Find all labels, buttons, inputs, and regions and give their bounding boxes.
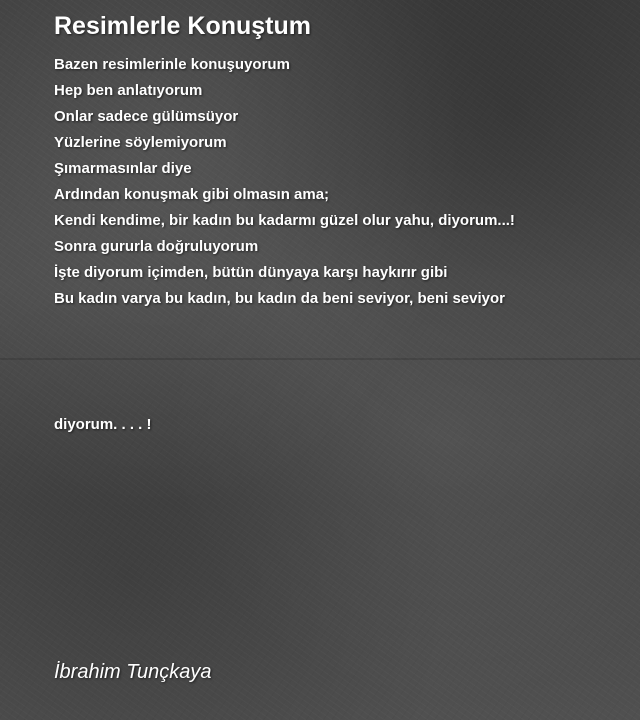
poem-line: Bazen resimlerinle konuşuyorum <box>54 56 290 73</box>
poem-line: Yüzlerine söylemiyorum <box>54 134 227 151</box>
poem-title: Resimlerle Konuştum <box>54 12 312 40</box>
poem-line: Hep ben anlatıyorum <box>54 82 203 99</box>
background-divider <box>0 358 640 360</box>
poem-line: İşte diyorum içimden, bütün dünyaya karşı haykırır gibi <box>54 264 448 281</box>
poem-body <box>54 52 515 312</box>
poem-line: Bu kadın varya bu kadın, bu kadın da beni seviyor, beni seviyor <box>54 290 505 307</box>
poem-continuation-line: diyorum. . . . ! <box>54 416 152 433</box>
poem-line: Kendi kendime, bir kadın bu kadarmı güzel olur yahu, diyorum...! <box>54 212 515 229</box>
poem-line: Sonra gururla doğruluyorum <box>54 238 259 255</box>
poem-line: Ardından konuşmak gibi olmasın ama; <box>54 186 330 203</box>
poem-line: Şımarmasınlar diye <box>54 160 192 177</box>
poem-author: İbrahim Tunçkaya <box>54 661 212 683</box>
poem-line: Onlar sadece gülümsüyor <box>54 108 239 125</box>
